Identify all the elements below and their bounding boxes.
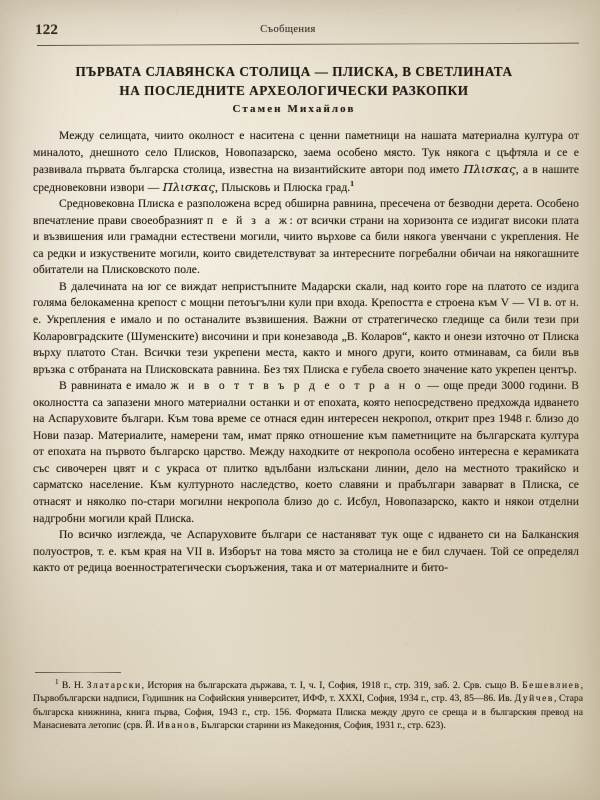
article-title-line-1: ПЪРВАТА СЛАВЯНСКА СТОЛИЦА — ПЛИСКА, В СВЕТЛИНАТА (75, 64, 513, 79)
paragraph-4 (33, 378, 579, 527)
footnote-author-beshevliev: Бешевлиев (522, 680, 581, 691)
article-author: Стамен Михайлов (232, 103, 356, 115)
paragraph-2-text-a: Средновековна Плиска е разположена всред обширна равнина, пресечена от безводни дерета. Особено впечатление прави своеобразният (33, 197, 579, 227)
footnote-author-ivanov: Иванов (156, 720, 197, 732)
page-number: 122 (35, 22, 59, 38)
article-title (33, 62, 555, 100)
paragraph-2 (33, 196, 579, 279)
greek-term-2: Πλισκας (162, 179, 215, 194)
footnote-text-c: , Първобългарски надписи, Годишник на Софийския университет, ИФФ, т. XXXI, София, 1934 г., стр. 43, 85—86. Ив. (33, 680, 583, 705)
paragraph-2-text-b: : от всички страни на хоризонта се издигат високи плата и възвишения или грамадни естествени могили, чиито върхове са били някога увенчани с укрепления. Не са редки и изкуствените могили, които свидетелствуват за интересните погребални обичаи на някогашните обитатели на Плисковското поле. (33, 213, 580, 277)
page-content-block (33, 0, 583, 800)
footnote-author-zlatarski: Златарски (86, 680, 142, 691)
footnote-author-duychev: Дуйчев (514, 693, 555, 705)
paragraph-5: По всичко изглежда, че Аспаруховите българи се настаняват тук още с идването си на Балканския полуостров, т. е. към края на VII в. Изборът на това място за столица не е бил случаен. Той се определял както от редица военностратегически съоръжения, така и от материалните и бито- (33, 528, 579, 575)
emphasis-zhivot-tvarde-otrano: ж и в о т т в ъ р д е о т р а н о (170, 379, 424, 393)
emphasis-peyzazh: п е й з а ж (206, 213, 290, 227)
running-title: Съобщения (260, 24, 316, 35)
paragraph-1-text-c: , Плысковь и Плюска град. (214, 180, 351, 194)
article-title-line-2: НА ПОСЛЕДНИТЕ АРХЕОЛОГИЧЕСКИ РАЗКОПКИ (119, 83, 469, 98)
footnote-separator-rule (35, 672, 121, 673)
footnote-text-b: , История на българската държава, т. I, ч. I, София, 1918 г., стр. 319, заб. 2. Срв. също В. (141, 680, 523, 691)
paragraph-4-text-b: — още преди 3000 години. В околността са запазени много материални останки и от епохата, която непосредствено предхожда идването на Аспаруховите българи. Към това време се отнася един интересен некропол, открит през 1948 г. близо до Нови пазар. Материалите, намерени там, имат пряко отношение към паметниците на българската култура от епохата на първото българско царство. Между находките от некропола особено интересна е керамиката със сивочерен цвят и с украса от плитко вдълбани излъскани линии, дело на местното тракийско и сарматско население. Към културното наследство, което славяни и прабългари заварват в Плиска, се отнасят и няколко по-стари могилни некропола близо до с. Исбул, Новопазарско, както и някои отделни надгробни могили край Плиска. (33, 379, 580, 525)
running-head (33, 22, 579, 40)
article-body (33, 128, 579, 577)
paragraph-3: В далечината на юг се виждат непристъпните Мадарски скали, над които горе на платото се издига голяма белокаменна крепост с мощни петоъгълни кули при входа. Крепостта е строена към V — VI в. от н. е. Укрепления е имало и по останалите възвишения. Важни от стратегическо гледище са били тези при Коларовградските (Шуменските) височини и при конезавода „В. Коларов“, както и онези източно от Плиска върху платото Стан. Всички тези укрепени места, както и много други, които отминавам, са били във връзка с отбраната на Плисковската равнина. Без тях Плиска е губела своето значение като укрепен център. (33, 279, 579, 376)
footnote-1 (33, 679, 583, 733)
footnote-text-a: В. Н. (58, 680, 87, 691)
footnote-marker: 1 (55, 677, 59, 686)
paragraph-1 (33, 128, 579, 196)
greek-term-1: Πλισκας (463, 162, 516, 177)
paragraph-4-text-a: В равнината е имало (59, 379, 171, 393)
header-rule (37, 43, 579, 46)
paragraph-1-text-b: , а в нашите средновековни извори — (33, 163, 579, 194)
footnote-text-d: , Стара българска книжнина, книга първа, София, 1943 г., стр. 156. Формата Плиска между друго се среща и в българския превод на Манасиевата летопис (срв. Й. (33, 693, 583, 732)
footnote-text-e: , Български старини из Македония, София, 1931 г., стр. 623). (196, 720, 446, 732)
footnote-reference-1: 1 (350, 178, 355, 188)
paragraph-1-text-a: Между селищата, чиито околност е наситена с ценни паметници на нашата материална култура от миналото, днешното село Плисков, Новопазарско, заема особено място. Тук някога с цъфтяла и се е развивала първата българска столица, известна на византийските автори под името (33, 129, 579, 177)
